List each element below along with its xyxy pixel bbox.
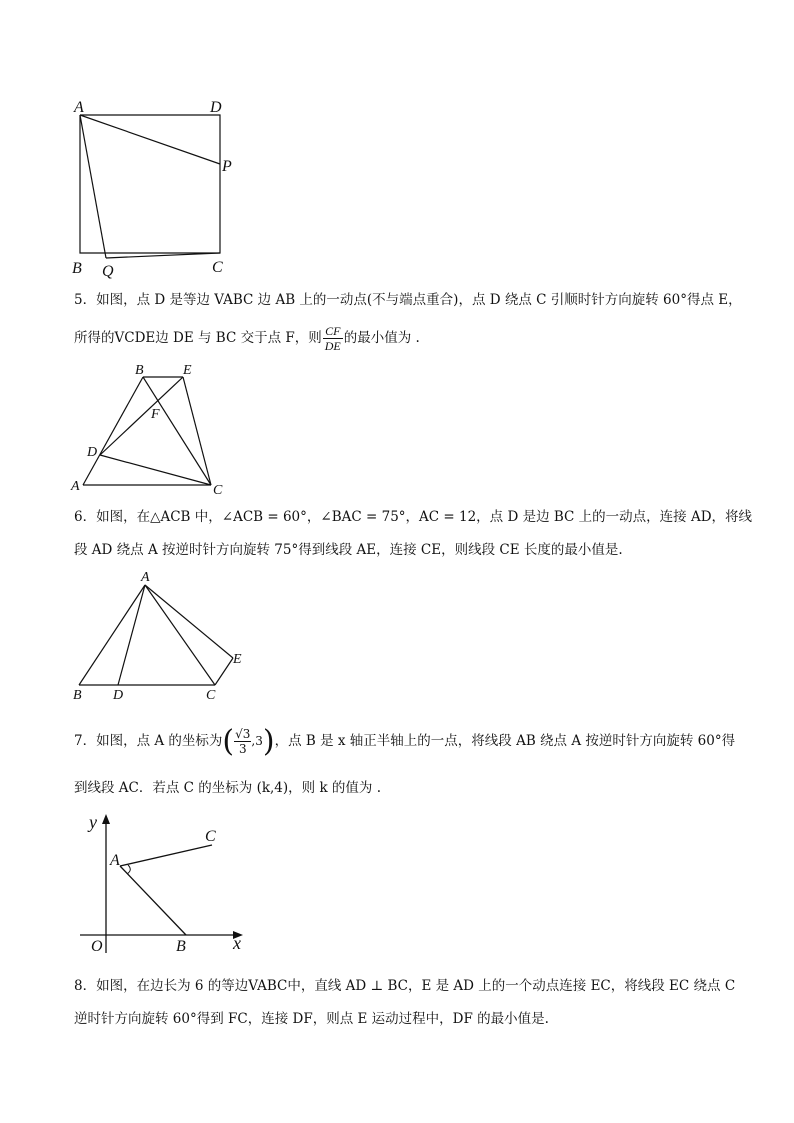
question-7-line-2: 到线段 AC．若点 C 的坐标为 (k,4)，则 k 的值为 . — [74, 780, 382, 796]
figure-coordinate-abc — [75, 808, 265, 958]
question-5-line-2-a: 所得的VCDE边 DE 与 BC 交于点 F，则 — [74, 330, 322, 346]
label-x: x — [233, 933, 241, 953]
label-e: E — [233, 652, 242, 667]
segment-de — [100, 377, 183, 455]
question-5-line-2 — [74, 318, 734, 358]
label-d: D — [87, 445, 98, 460]
question-5-line-1: 5．如图，点 D 是等边 VABC 边 AB 上的一动点(不与端点重合)，点 D 绕点 C 引顺时针方向旋转 60°得点 E， — [74, 292, 742, 308]
coordinate-fraction — [234, 727, 251, 756]
figure-triangle-abc-e — [65, 566, 265, 706]
question-6-line-1: 6．如图，在△ACB 中，∠ACB = 60°，∠BAC = 75°，AC = 12，点 D 是边 BC 上的一动点，连接 AD，将线 — [74, 509, 753, 525]
fraction-cf-de — [323, 324, 343, 353]
question-7-line-1 — [74, 718, 734, 764]
label-y: y — [89, 812, 97, 832]
segment-aq — [80, 115, 106, 258]
figure-square-svg — [60, 92, 260, 282]
segment-ab — [79, 585, 145, 685]
y-axis-arrow — [102, 814, 110, 824]
label-b: B — [72, 260, 82, 277]
segment-qc — [106, 253, 220, 258]
right-paren: ) — [262, 723, 275, 759]
figure-square-apq — [60, 92, 260, 282]
figure-q5-svg — [65, 360, 245, 500]
label-a: A — [71, 479, 80, 494]
segment-ab — [120, 866, 186, 935]
figure-q7-svg — [75, 808, 265, 958]
label-o: O — [91, 938, 103, 955]
label-p: P — [222, 158, 232, 175]
segment-ab — [83, 377, 143, 485]
label-c: C — [206, 688, 216, 703]
label-d: D — [210, 99, 222, 116]
label-a: A — [141, 570, 150, 585]
label-b: B — [73, 688, 82, 703]
label-a: A — [74, 99, 84, 116]
figure-triangle-bec — [65, 360, 245, 500]
question-6-line-2: 段 AD 绕点 A 按逆时针方向旋转 75°得到线段 AE，连接 CE，则线段 CE 长度的最小值是. — [74, 542, 623, 558]
question-8-line-2: 逆时针方向旋转 60°得到 FC，连接 DF，则点 E 运动过程中，DF 的最小值是. — [74, 1011, 549, 1027]
question-7-line-1-a: 7．如图，点 A 的坐标为 — [74, 733, 223, 749]
segment-ad — [118, 585, 145, 685]
question-8-line-1: 8．如图，在边长为 6 的等边VABC中，直线 AD ⊥ BC，E 是 AD 上的一个动点连接 EC，将线段 EC 绕点 C — [74, 978, 736, 994]
question-7-line-1-b: ，点 B 是 x 轴正半轴上的一点，将线段 AB 绕点 A 按逆时针方向旋转 60°得 — [274, 733, 736, 749]
segment-ap — [80, 115, 220, 164]
label-b: B — [176, 938, 186, 955]
label-c: C — [213, 483, 223, 498]
segment-ce — [215, 658, 233, 685]
segment-ec — [183, 377, 211, 485]
segment-ac — [120, 845, 212, 866]
label-e: E — [183, 363, 192, 378]
label-f: F — [151, 407, 160, 422]
label-d: D — [113, 688, 124, 703]
left-paren: ( — [222, 723, 235, 759]
coordinate-numerator: √3 — [235, 727, 251, 741]
label-c: C — [205, 828, 216, 845]
fraction-denominator: DE — [324, 339, 341, 353]
label-q: Q — [102, 263, 114, 280]
angle-arc — [127, 865, 130, 874]
fraction-numerator: CF — [323, 324, 343, 339]
coordinate-denominator: 3 — [238, 742, 247, 756]
label-c: C — [212, 259, 223, 276]
label-a: A — [110, 852, 120, 869]
figure-q6-svg — [65, 566, 265, 706]
coordinate-rest: ,3 — [251, 734, 263, 748]
question-5-line-2-b: 的最小值为 . — [343, 330, 420, 346]
label-b: B — [135, 363, 144, 378]
